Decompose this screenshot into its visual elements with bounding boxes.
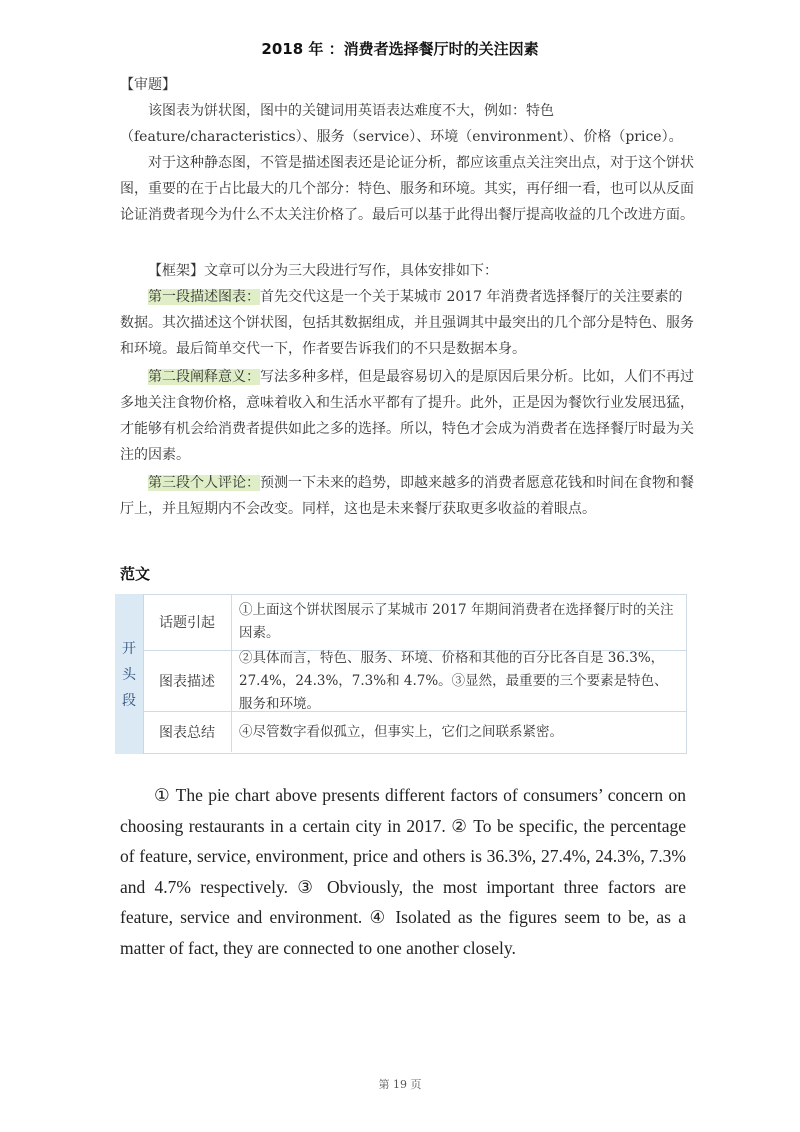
kuangjia-paragraph xyxy=(120,258,695,284)
row-text: ④尽管数字看似孤立，但事实上，它们之间联系紧密。 xyxy=(239,723,563,740)
row-text: ②具体而言，特色、服务、环境、价格和其他的百分比各自是 36.3%，27.4%，24.3%，7.3%和 4.7%。③显然，最重要的三个要素是特色、服务和环境。 xyxy=(239,649,668,712)
table-row xyxy=(143,594,687,651)
side-char: 段 xyxy=(122,693,136,709)
outline-paragraph-2-label: 第二段阐释意义： xyxy=(148,369,260,385)
sample-essay-heading: 范文 xyxy=(120,565,151,583)
outline-paragraph-3 xyxy=(120,470,695,522)
english-sample-paragraph: ① The pie chart above presents different factors of consumers’ concern on choosing restaurants in a certain city in 2017. ② To be specific, the percentage of feature, service, environment, price and others is 36.3%, 27.4%, 24.3%, 7.3% and 4.7% respectively. ③ Obviously, the most important three factors are feature, service and environment. ④ Isolated as the figures seem to be, as a matter of fact, they are connected to one another closely. xyxy=(120,785,686,958)
page-number: 第 19 页 xyxy=(378,1078,422,1091)
row-label: 图表描述 xyxy=(143,651,232,711)
outline-paragraph-1 xyxy=(120,284,695,362)
table-row xyxy=(143,712,687,752)
row-label: 图表总结 xyxy=(143,712,232,752)
table-row xyxy=(143,651,687,712)
table-side-label xyxy=(115,594,144,754)
row-label: 话题引起 xyxy=(143,594,232,650)
outline-paragraph-1-label: 第一段描述图表： xyxy=(148,289,260,305)
outline-paragraph-3-text: 预测一下未来的趋势，即越来越多的消费者愿意花钱和时间在食物和餐厅上，并且短期内不会改变。同样，这也是未来餐厅获取更多收益的着眼点。 xyxy=(120,475,694,517)
outline-paragraph-2 xyxy=(120,364,695,468)
shenti-heading: 【审题】 xyxy=(120,77,176,93)
page-title: 2018 年 ：消费者选择餐厅时的关注因素 xyxy=(261,40,539,58)
row-text: ①上面这个饼状图展示了某城市 2017 年期间消费者在选择餐厅时的关注因素。 xyxy=(239,602,674,641)
side-char: 头 xyxy=(122,667,136,683)
opening-paragraph-table xyxy=(115,594,687,754)
outline-paragraph-3-label: 第三段个人评论： xyxy=(148,475,260,491)
outline-paragraph-1-text: 首先交代这是一个关于某城市 2017 年消费者选择餐厅的关注要素的数据。其次描述这个饼状图，包括其数据组成，并且强调其中最突出的几个部分是特色、服务和环境。最后简单交代一下，作者要告诉我们的不只是数据本身。 xyxy=(120,289,694,357)
side-char: 开 xyxy=(122,641,136,657)
kuangjia-heading: 【框架】 xyxy=(148,263,204,279)
shenti-paragraph-2: 对于这种静态图，不管是描述图表还是论证分析，都应该重点关注突出点，对于这个饼状图，重要的在于占比最大的几个部分：特色、服务和环境。其实，再仔细一看，也可以从反面论证消费者现今为什么不太关注价格了。最后可以基于此得出餐厅提高收益的几个改进方面。 xyxy=(120,155,694,223)
kuangjia-text: 文章可以分为三大段进行写作，具体安排如下： xyxy=(204,263,498,279)
outline-paragraph-2-text: 写法多种多样，但是最容易切入的是原因后果分析。比如，人们不再过多地关注食物价格，意味着收入和生活水平都有了提升。此外，正是因为餐饮行业发展迅猛，才能够有机会给消费者提供如此之多的选择。所以，特色才会成为消费者在选择餐厅时最为关注的因素。 xyxy=(120,369,694,463)
shenti-paragraph-1: 该图表为饼状图，图中的关键词用英语表达难度不大，例如：特色（feature/characteristics）、服务（service）、环境（environment）、价格（price）。 xyxy=(120,103,683,145)
